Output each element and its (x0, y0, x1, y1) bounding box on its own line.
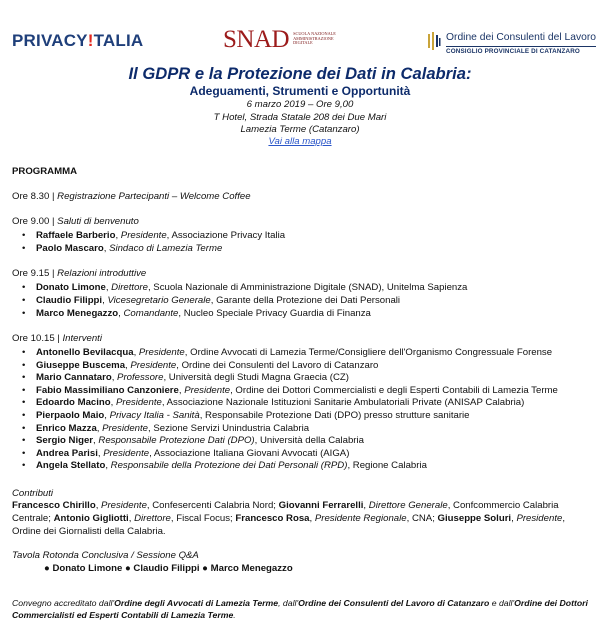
contributi-text: Francesco Chirillo, Presidente, Confesercenti Calabria Nord; Giovanni Ferrarelli, Direttore Generale, Confcommercio Calabria Centrale; Antonio Gigliotti, Direttore, Fiscal Focus; Francesco Rosa, Presidente Regionale, CNA; Giuseppe Soluri, Presidente, Ordine dei Giornalisti della Calabria. (12, 500, 565, 537)
speaker-item: • Edoardo Macino, Presidente, Associazione Nazionale Istituzioni Sanitarie Ambulatoriali Private (ANISAP Calabria) (12, 397, 596, 410)
consulenti-lavoro-emblem-icon (427, 32, 441, 50)
session-3: Ore 10.15 | Interventi • Antonello Bevilacqua, Presidente, Ordine Avvocati di Lamezia Terme/Consigliere dell'Organismo Congressuale Forense • Giuseppe Buscema, Presidente, Ordine dei Consulenti del Lavoro di Catanzaro • Mario Cannataro, Professore, Università degli Studi Magna Graecia (CZ) • Fabio Massimiliano Canzoniere, Presidente, Ordine dei Dottori Commercialisti e degli Esperti Contabili di Lamezia Terme • Edoardo Macino, Presidente, Associazione Nazionale Istituzioni Sanitarie Ambulatoriali Private (ANISAP Calabria) • Pierpaolo Maio, Privacy Italia - Sanità, Responsabile Protezione Dati (DPO) presso strutture sanitarie • Enrico Mazza, Presidente, Sezione Servizi Unindustria Calabria • Sergio Niger, Responsabile Protezione Dati (DPO), Università della Calabria • Andrea Parisi, Presidente, Associazione Italiana Giovani Avvocati (AIGA) • Angela Stellato, Responsabile della Protezione dei Dati Personali (RPD), Regione Calabria (12, 333, 596, 473)
session-0: Ore 8.30 | Registrazione Partecipanti – Welcome Coffee (12, 191, 251, 203)
snad-logo (223, 26, 339, 52)
event-city: Lamezia Terme (Catanzaro) (240, 124, 360, 136)
session-time: Ore 9.00 (12, 216, 50, 228)
speaker-item: • Giuseppe Buscema, Presidente, Ordine dei Consulenti del Lavoro di Catanzaro (12, 360, 596, 373)
snad-logo-word: SNAD (223, 25, 290, 53)
speaker-item: • Fabio Massimiliano Canzoniere, Presidente, Ordine dei Dottori Commercialisti e degli Esperti Contabili di Lamezia Terme (12, 385, 596, 398)
session-label: Registrazione Partecipanti – Welcome Coffee (57, 191, 251, 203)
event-venue: T Hotel, Strada Statale 208 dei Due Mari (213, 111, 387, 123)
event-title: Il GDPR e la Protezione dei Dati in Calabria: (128, 64, 472, 83)
speaker-item: • Mario Cannataro, Professore, Università degli Studi Magna Graecia (CZ) (12, 372, 596, 385)
session-time: Ore 8.30 (12, 191, 50, 203)
privacy-italia-logo: PRIVACY!TALIA (12, 31, 144, 50)
odc-logo-subtitle: CONSIGLIO PROVINCIALE DI CATANZARO (446, 47, 580, 55)
tavola-names: ● Donato Limone ● Claudio Filippi ● Marco Menegazzo (44, 563, 293, 575)
snad-logo-subtitle: SCUOLA NAZIONALE AMMINISTRAZIONE DIGITALE (293, 30, 336, 46)
speaker-item: • Sergio Niger, Responsabile Protezione Dati (DPO), Università della Calabria (12, 435, 596, 448)
speaker-item: • Claudio Filippi, Vicesegretario Generale, Garante della Protezione dei Dati Personali (12, 295, 596, 308)
session-1: Ore 9.00 | Saluti di benvenuto • Raffaele Barberio, Presidente, Associazione Privacy Italia • Paolo Mascaro, Sindaco di Lamezia Terme (12, 216, 596, 255)
tavola-heading: Tavola Rotonda Conclusiva / Sessione Q&A (12, 550, 199, 561)
program (12, 166, 596, 473)
speaker-item: • Marco Menegazzo, Comandante, Nucleo Speciale Privacy Guardia di Finanza (12, 308, 596, 321)
session-label: Relazioni introduttive (57, 268, 147, 280)
session-time: Ore 10.15 (12, 333, 55, 345)
session-label: Interventi (62, 333, 102, 345)
session-label: Saluti di benvenuto (57, 216, 139, 228)
odc-logo-title: Ordine dei Consulenti del Lavoro (446, 32, 596, 43)
consulenti-lavoro-logo (427, 32, 596, 56)
contributi-section (12, 488, 592, 538)
speaker-item: • Paolo Mascaro, Sindaco di Lamezia Terme (12, 243, 596, 256)
speaker-item: • Donato Limone, Direttore, Scuola Nazionale di Amministrazione Digitale (SNAD), Unitelma Sapienza (12, 282, 596, 295)
speaker-item: • Raffaele Barberio, Presidente, Associazione Privacy Italia (12, 230, 596, 243)
session-time: Ore 9.15 (12, 268, 50, 280)
map-link[interactable]: Vai alla mappa (268, 136, 332, 148)
speaker-item: • Andrea Parisi, Presidente, Associazione Italiana Giovani Avvocati (AIGA) (12, 448, 596, 461)
accreditation-note: Convegno accreditato dall'Ordine degli Avvocati di Lamezia Terme, dall'Ordine dei Consulenti del Lavoro di Catanzaro e dall'Ordine dei Dottori Commercialisti ed Esperti Contabili di Lamezia Terme. (12, 598, 588, 620)
header-logos (0, 0, 600, 62)
session-2: Ore 9.15 | Relazioni introduttive • Donato Limone, Direttore, Scuola Nazionale di Amministrazione Digitale (SNAD), Unitelma Sapienza • Claudio Filippi, Vicesegretario Generale, Garante della Protezione dei Dati Personali • Marco Menegazzo, Comandante, Nucleo Speciale Privacy Guardia di Finanza (12, 268, 596, 320)
speaker-item: • Antonello Bevilacqua, Presidente, Ordine Avvocati di Lamezia Terme/Consigliere dell'Organismo Congressuale Forense (12, 347, 596, 360)
speaker-item: • Pierpaolo Maio, Privacy Italia - Sanità, Responsabile Protezione Dati (DPO) presso strutture sanitarie (12, 410, 596, 423)
event-subtitle: Adeguamenti, Strumenti e Opportunità (189, 84, 411, 99)
speaker-item: • Enrico Mazza, Presidente, Sezione Servizi Unindustria Calabria (12, 423, 596, 436)
event-date: 6 marzo 2019 – Ore 9,00 (246, 99, 354, 111)
event-header (0, 64, 600, 149)
contributi-heading: Contributi (12, 488, 54, 499)
program-heading: PROGRAMMA (12, 166, 78, 177)
speaker-item: • Angela Stellato, Responsabile della Protezione dei Dati Personali (RPD), Regione Calabria (12, 460, 596, 473)
tavola-rotonda (12, 550, 592, 575)
